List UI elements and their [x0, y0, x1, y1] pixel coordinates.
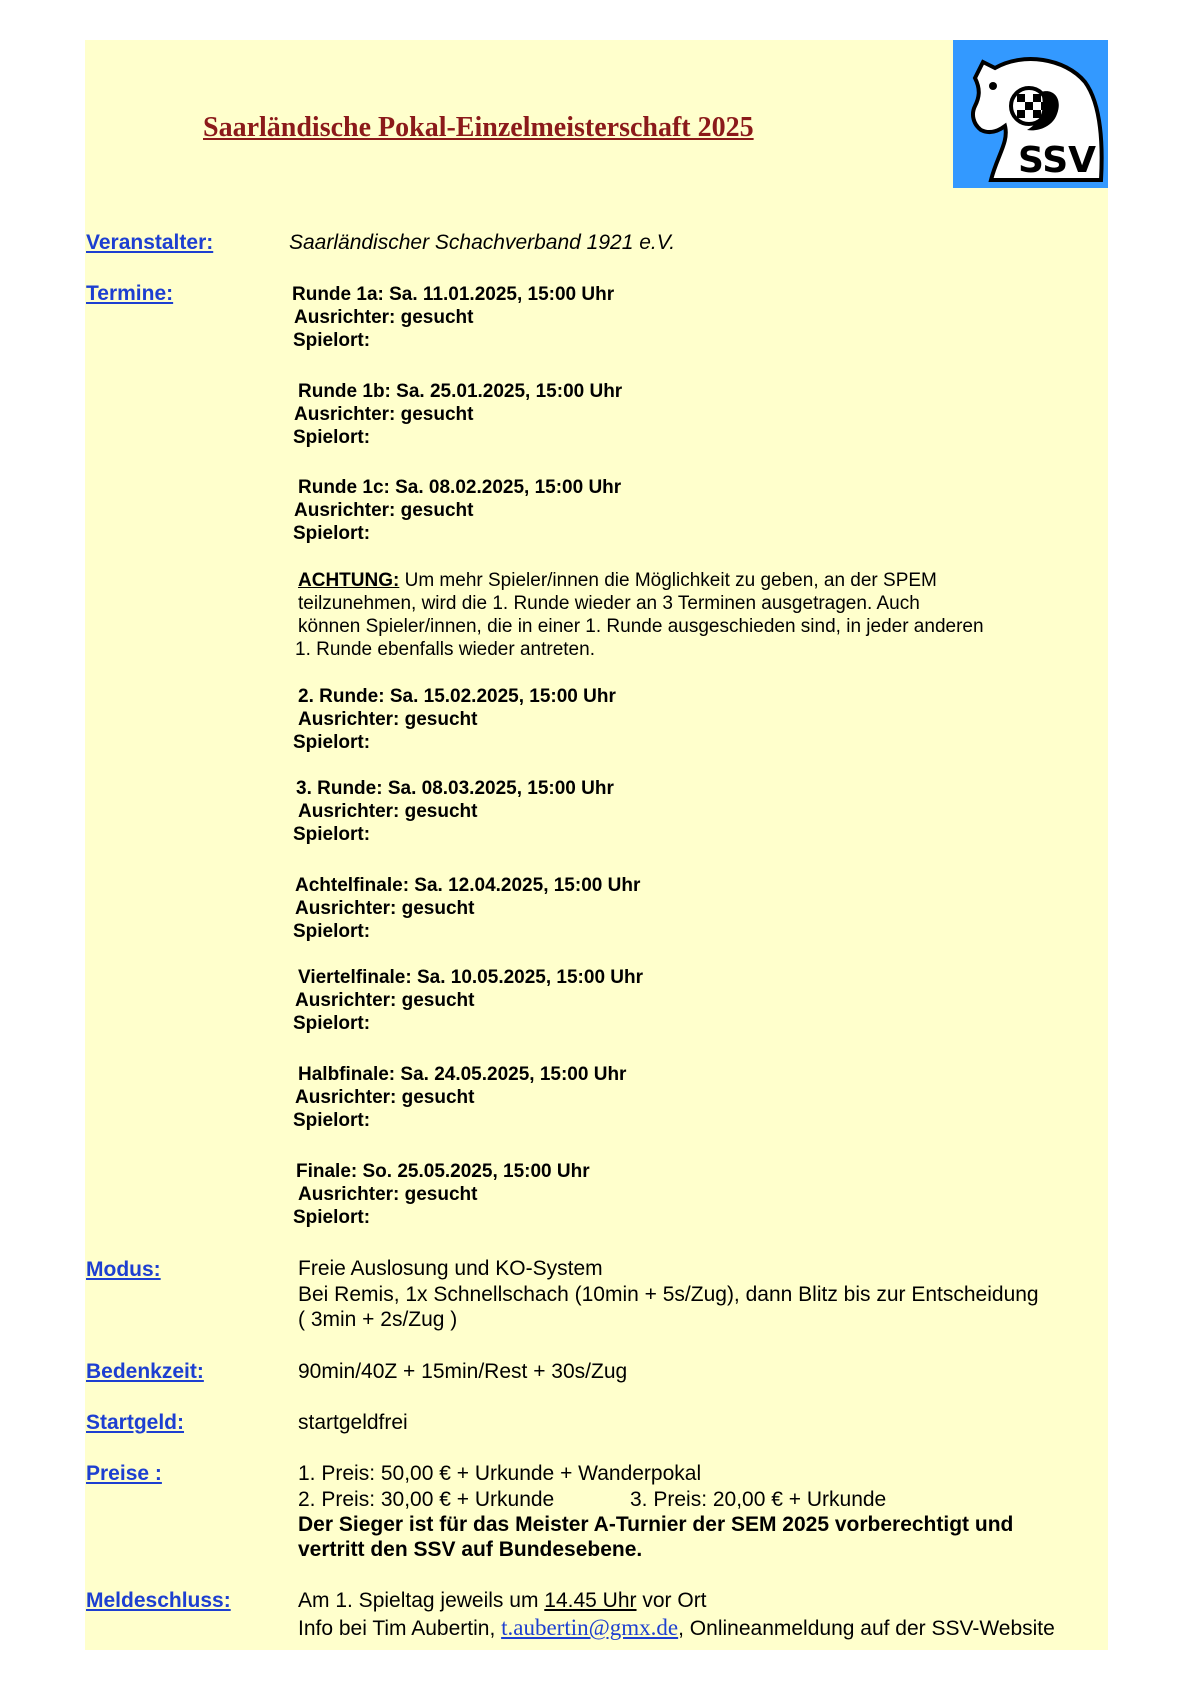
bedenkzeit-value: 90min/40Z + 15min/Rest + 30s/Zug — [298, 1360, 628, 1383]
achtelfinale-host: Ausrichter: gesucht — [295, 898, 475, 919]
round-1c-date: Runde 1c: Sa. 08.02.2025, 15:00 Uhr — [298, 477, 622, 498]
achtung-text-1: Um mehr Spieler/innen die Möglichkeit zu geben, an der SPEM — [399, 570, 937, 591]
prize-note-1: Der Sieger ist für das Meister A-Turnier der SEM 2025 vorberechtigt und — [298, 1513, 1014, 1536]
round-1b-date: Runde 1b: Sa. 25.01.2025, 15:00 Uhr — [298, 381, 623, 402]
round-1b-venue: Spielort: — [293, 427, 371, 448]
chess-knight-icon — [953, 40, 1108, 188]
round-1a-host: Ausrichter: gesucht — [294, 307, 474, 328]
page-background — [85, 40, 1108, 1650]
finale-date: Finale: So. 25.05.2025, 15:00 Uhr — [296, 1161, 590, 1182]
viertelfinale-date: Viertelfinale: Sa. 10.05.2025, 15:00 Uhr — [298, 967, 644, 988]
meldeschluss-pre: Am 1. Spieltag jeweils um — [298, 1589, 545, 1612]
achtung-line-3: können Spieler/innen, die in einer 1. Runde ausgeschieden sind, in jeder anderen — [298, 616, 984, 637]
prize-note-2: vertritt den SSV auf Bundesebene. — [298, 1538, 643, 1561]
halbfinale-host: Ausrichter: gesucht — [295, 1087, 475, 1108]
achtung-label: ACHTUNG: — [298, 570, 400, 591]
label-preise: Preise : — [86, 1462, 162, 1485]
label-termine: Termine: — [86, 282, 174, 305]
meldeschluss-post: vor Ort — [636, 1589, 707, 1612]
achtung-line-4: 1. Runde ebenfalls wieder antreten. — [295, 639, 595, 660]
email-link[interactable]: t.aubertin@gmx.de — [501, 1615, 679, 1640]
prize-2: 2. Preis: 30,00 € + Urkunde — [298, 1488, 555, 1511]
round-1c-venue: Spielort: — [293, 523, 371, 544]
viertelfinale-host: Ausrichter: gesucht — [295, 990, 475, 1011]
round-3-host: Ausrichter: gesucht — [298, 801, 478, 822]
meldeschluss-time: 14.45 Uhr — [544, 1589, 637, 1612]
ssv-logo — [953, 40, 1108, 188]
modus-line-2: Bei Remis, 1x Schnellschach (10min + 5s/Zug), dann Blitz bis zur Entscheidung — [298, 1283, 1039, 1306]
modus-line-1: Freie Auslosung und KO-System — [298, 1257, 603, 1280]
round-1c-host: Ausrichter: gesucht — [294, 500, 474, 521]
viertelfinale-venue: Spielort: — [293, 1013, 371, 1034]
finale-host: Ausrichter: gesucht — [298, 1184, 478, 1205]
logo-text: SSV — [1017, 140, 1097, 181]
prize-1: 1. Preis: 50,00 € + Urkunde + Wanderpokal — [298, 1462, 702, 1485]
info-text-tail: , Onlineanmeldung auf der SSV-Website — [678, 1617, 1055, 1640]
achtung-line-2: teilzunehmen, wird die 1. Runde wieder an 3 Terminen ausgetragen. Auch — [298, 593, 920, 614]
halbfinale-venue: Spielort: — [293, 1110, 371, 1131]
meldeschluss-line-1 — [298, 1589, 707, 1613]
label-meldeschluss: Meldeschluss: — [86, 1589, 231, 1612]
label-veranstalter: Veranstalter: — [86, 231, 214, 254]
round-2-venue: Spielort: — [293, 732, 371, 753]
achtelfinale-venue: Spielort: — [293, 921, 371, 942]
round-3-venue: Spielort: — [293, 824, 371, 845]
modus-line-3: ( 3min + 2s/Zug ) — [298, 1308, 458, 1331]
page-title: Saarländische Pokal-Einzelmeisterschaft 2025 — [203, 112, 754, 143]
meldeschluss-line-2 — [298, 1615, 1055, 1641]
round-1a-venue: Spielort: — [293, 330, 371, 351]
round-1a-date: Runde 1a: Sa. 11.01.2025, 15:00 Uhr — [292, 284, 615, 305]
finale-venue: Spielort: — [293, 1207, 371, 1228]
achtung-line-1 — [298, 570, 937, 592]
veranstalter-value: Saarländischer Schachverband 1921 e.V. — [289, 231, 676, 254]
round-1b-host: Ausrichter: gesucht — [294, 404, 474, 425]
prize-3: 3. Preis: 20,00 € + Urkunde — [630, 1488, 887, 1511]
label-modus: Modus: — [86, 1258, 161, 1281]
round-2-date: 2. Runde: Sa. 15.02.2025, 15:00 Uhr — [298, 686, 616, 707]
startgeld-value: startgeldfrei — [298, 1411, 408, 1434]
achtelfinale-date: Achtelfinale: Sa. 12.04.2025, 15:00 Uhr — [295, 875, 641, 896]
halbfinale-date: Halbfinale: Sa. 24.05.2025, 15:00 Uhr — [298, 1064, 627, 1085]
info-text: Info bei Tim Aubertin, — [298, 1617, 502, 1640]
round-2-host: Ausrichter: gesucht — [298, 709, 478, 730]
round-3-date: 3. Runde: Sa. 08.03.2025, 15:00 Uhr — [296, 778, 614, 799]
label-startgeld: Startgeld: — [86, 1411, 185, 1434]
label-bedenkzeit: Bedenkzeit: — [86, 1360, 204, 1383]
